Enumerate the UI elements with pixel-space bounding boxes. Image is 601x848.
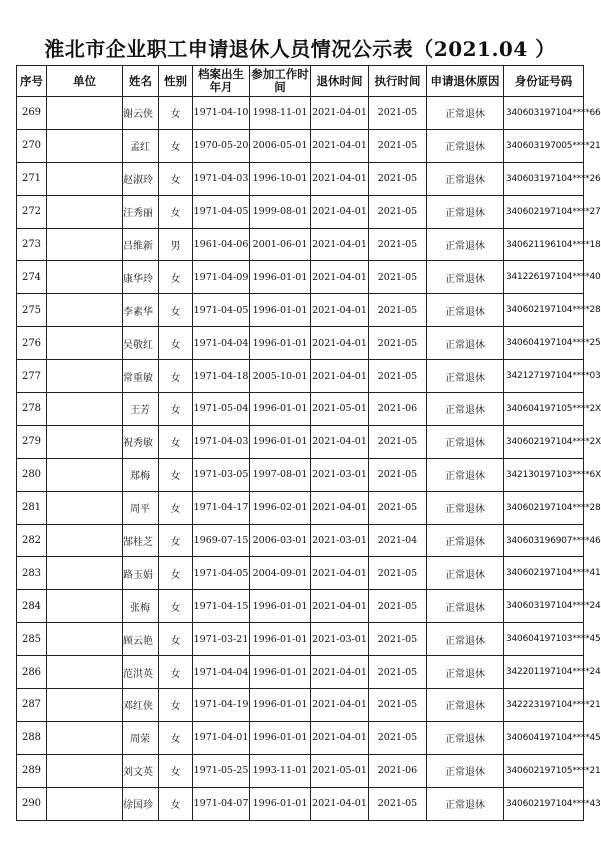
cell-birth-date: 1971-04-18 (193, 360, 250, 393)
cell-name: 吴敬红 (123, 327, 159, 360)
cell-execute-date: 2021-05 (369, 689, 427, 722)
table-row (17, 294, 584, 327)
cell-name: 赵淑玲 (123, 162, 159, 195)
cell-name: 范洪英 (123, 656, 159, 689)
cell-gender: 女 (159, 97, 193, 130)
cell-seq: 285 (17, 623, 47, 656)
cell-name: 徐国珍 (123, 787, 159, 820)
cell-reason: 正常退休 (427, 97, 504, 130)
cell-seq: 278 (17, 393, 47, 426)
cell-gender: 女 (159, 557, 193, 590)
table-row (17, 97, 584, 130)
cell-retire-date: 2021-04-01 (311, 97, 369, 130)
cell-execute-date: 2021-05 (369, 360, 427, 393)
cell-id-number: 340603196907****46 (504, 524, 584, 557)
cell-birth-date: 1970-05-20 (193, 129, 250, 162)
cell-seq: 276 (17, 327, 47, 360)
table-row (17, 129, 584, 162)
cell-retire-date: 2021-04-01 (311, 491, 369, 524)
cell-name: 汪秀丽 (123, 195, 159, 228)
table-row (17, 623, 584, 656)
cell-gender: 女 (159, 656, 193, 689)
cell-name: 路玉娟 (123, 557, 159, 590)
cell-id-number: 340603197005****21 (504, 129, 584, 162)
cell-work-start: 1997-08-01 (250, 458, 311, 491)
cell-retire-date: 2021-04-01 (311, 129, 369, 162)
cell-id-number: 340602197104****43 (504, 787, 584, 820)
cell-name: 王芳 (123, 393, 159, 426)
cell-seq: 269 (17, 97, 47, 130)
cell-unit (47, 425, 123, 458)
cell-id-number: 340602197104****28 (504, 294, 584, 327)
cell-birth-date: 1971-04-09 (193, 261, 250, 294)
cell-seq: 271 (17, 162, 47, 195)
cell-reason: 正常退休 (427, 327, 504, 360)
cell-name: 郜桂芝 (123, 524, 159, 557)
cell-gender: 女 (159, 393, 193, 426)
cell-birth-date: 1971-04-05 (193, 557, 250, 590)
cell-work-start: 1996-01-01 (250, 623, 311, 656)
cell-retire-date: 2021-03-01 (311, 524, 369, 557)
cell-reason: 正常退休 (427, 425, 504, 458)
cell-reason: 正常退休 (427, 590, 504, 623)
cell-execute-date: 2021-05 (369, 327, 427, 360)
cell-id-number: 340602197104****27 (504, 195, 584, 228)
cell-unit (47, 656, 123, 689)
cell-work-start: 1996-01-01 (250, 689, 311, 722)
cell-seq: 290 (17, 787, 47, 820)
cell-execute-date: 2021-06 (369, 393, 427, 426)
cell-birth-date: 1971-04-19 (193, 689, 250, 722)
cell-execute-date: 2021-05 (369, 261, 427, 294)
cell-seq: 288 (17, 721, 47, 754)
cell-work-start: 1996-01-01 (250, 294, 311, 327)
cell-birth-date: 1971-03-21 (193, 623, 250, 656)
cell-work-start: 1996-01-01 (250, 425, 311, 458)
header-retire: 退休时间 (311, 66, 369, 97)
cell-gender: 女 (159, 425, 193, 458)
table-row (17, 590, 584, 623)
cell-name: 周平 (123, 491, 159, 524)
table-row (17, 656, 584, 689)
cell-retire-date: 2021-04-01 (311, 590, 369, 623)
cell-execute-date: 2021-05 (369, 228, 427, 261)
cell-gender: 女 (159, 491, 193, 524)
cell-name: 孟红 (123, 129, 159, 162)
cell-retire-date: 2021-04-01 (311, 195, 369, 228)
cell-birth-date: 1971-03-05 (193, 458, 250, 491)
cell-gender: 女 (159, 524, 193, 557)
header-id: 身份证号码 (504, 66, 584, 97)
cell-birth-date: 1971-04-01 (193, 721, 250, 754)
cell-retire-date: 2021-05-01 (311, 393, 369, 426)
cell-unit (47, 294, 123, 327)
cell-work-start: 1996-01-01 (250, 656, 311, 689)
cell-gender: 女 (159, 721, 193, 754)
cell-execute-date: 2021-04 (369, 524, 427, 557)
cell-gender: 女 (159, 689, 193, 722)
cell-retire-date: 2021-04-01 (311, 689, 369, 722)
cell-birth-date: 1971-04-05 (193, 294, 250, 327)
cell-unit (47, 129, 123, 162)
cell-seq: 281 (17, 491, 47, 524)
cell-unit (47, 458, 123, 491)
table-row (17, 360, 584, 393)
cell-name: 祝秀敏 (123, 425, 159, 458)
cell-retire-date: 2021-04-01 (311, 360, 369, 393)
cell-reason: 正常退休 (427, 689, 504, 722)
cell-name: 刘文英 (123, 754, 159, 787)
table-row (17, 754, 584, 787)
cell-unit (47, 524, 123, 557)
cell-execute-date: 2021-05 (369, 195, 427, 228)
cell-birth-date: 1971-04-10 (193, 97, 250, 130)
cell-reason: 正常退休 (427, 754, 504, 787)
table-row (17, 524, 584, 557)
cell-work-start: 1999-08-01 (250, 195, 311, 228)
cell-retire-date: 2021-04-01 (311, 787, 369, 820)
cell-reason: 正常退休 (427, 129, 504, 162)
table-row (17, 393, 584, 426)
cell-id-number: 341226197104****40 (504, 261, 584, 294)
cell-id-number: 340602197104****41 (504, 557, 584, 590)
cell-reason: 正常退休 (427, 360, 504, 393)
cell-unit (47, 97, 123, 130)
header-execute: 执行时间 (369, 66, 427, 97)
table-row (17, 721, 584, 754)
cell-name: 康华玲 (123, 261, 159, 294)
cell-unit (47, 261, 123, 294)
cell-birth-date: 1971-05-25 (193, 754, 250, 787)
cell-reason: 正常退休 (427, 162, 504, 195)
cell-work-start: 2006-03-01 (250, 524, 311, 557)
cell-id-number: 340603197104****66 (504, 97, 584, 130)
table-row (17, 228, 584, 261)
table-row (17, 557, 584, 590)
cell-retire-date: 2021-04-01 (311, 261, 369, 294)
cell-unit (47, 327, 123, 360)
cell-id-number: 340604197105****2X (504, 393, 584, 426)
cell-gender: 女 (159, 195, 193, 228)
cell-work-start: 2006-05-01 (250, 129, 311, 162)
header-unit: 单位 (47, 66, 123, 97)
header-work-start: 参加工作时间 (250, 66, 311, 97)
cell-execute-date: 2021-05 (369, 97, 427, 130)
cell-reason: 正常退休 (427, 721, 504, 754)
cell-unit (47, 162, 123, 195)
table-row (17, 491, 584, 524)
cell-unit (47, 360, 123, 393)
cell-seq: 273 (17, 228, 47, 261)
cell-execute-date: 2021-05 (369, 458, 427, 491)
table-row (17, 327, 584, 360)
cell-id-number: 340621196104****18 (504, 228, 584, 261)
cell-work-start: 1996-10-01 (250, 162, 311, 195)
page-title: 淮北市企业职工申请退休人员情况公示表（2021.04 ） (44, 37, 556, 61)
cell-execute-date: 2021-05 (369, 491, 427, 524)
cell-reason: 正常退休 (427, 491, 504, 524)
cell-execute-date: 2021-05 (369, 721, 427, 754)
cell-execute-date: 2021-05 (369, 590, 427, 623)
cell-id-number: 340603197104****26 (504, 162, 584, 195)
cell-work-start: 2004-09-01 (250, 557, 311, 590)
table-row (17, 689, 584, 722)
cell-reason: 正常退休 (427, 458, 504, 491)
cell-gender: 女 (159, 458, 193, 491)
cell-gender: 女 (159, 327, 193, 360)
cell-name: 周荣 (123, 721, 159, 754)
cell-id-number: 340604197104****45 (504, 721, 584, 754)
cell-gender: 女 (159, 787, 193, 820)
cell-work-start: 1998-11-01 (250, 97, 311, 130)
cell-unit (47, 689, 123, 722)
cell-execute-date: 2021-05 (369, 557, 427, 590)
table-header-row (17, 66, 584, 97)
cell-seq: 284 (17, 590, 47, 623)
cell-reason: 正常退休 (427, 261, 504, 294)
table-row (17, 195, 584, 228)
cell-name: 李素华 (123, 294, 159, 327)
cell-execute-date: 2021-06 (369, 754, 427, 787)
cell-execute-date: 2021-05 (369, 656, 427, 689)
cell-retire-date: 2021-04-01 (311, 656, 369, 689)
cell-seq: 275 (17, 294, 47, 327)
cell-gender: 女 (159, 360, 193, 393)
cell-name: 张梅 (123, 590, 159, 623)
cell-retire-date: 2021-04-01 (311, 557, 369, 590)
cell-execute-date: 2021-05 (369, 129, 427, 162)
cell-work-start: 1996-01-01 (250, 787, 311, 820)
table-row (17, 162, 584, 195)
cell-gender: 女 (159, 162, 193, 195)
cell-seq: 282 (17, 524, 47, 557)
cell-reason: 正常退休 (427, 294, 504, 327)
cell-execute-date: 2021-05 (369, 787, 427, 820)
cell-unit (47, 721, 123, 754)
cell-retire-date: 2021-04-01 (311, 721, 369, 754)
cell-execute-date: 2021-05 (369, 294, 427, 327)
cell-name: 郑梅 (123, 458, 159, 491)
cell-reason: 正常退休 (427, 787, 504, 820)
cell-seq: 277 (17, 360, 47, 393)
cell-seq: 289 (17, 754, 47, 787)
cell-seq: 279 (17, 425, 47, 458)
cell-birth-date: 1961-04-06 (193, 228, 250, 261)
cell-work-start: 1996-01-01 (250, 721, 311, 754)
cell-reason: 正常退休 (427, 623, 504, 656)
table-row (17, 261, 584, 294)
cell-retire-date: 2021-05-01 (311, 754, 369, 787)
cell-work-start: 1996-01-01 (250, 590, 311, 623)
cell-retire-date: 2021-03-01 (311, 623, 369, 656)
cell-id-number: 340602197104****2X (504, 425, 584, 458)
cell-work-start: 1996-01-01 (250, 393, 311, 426)
cell-birth-date: 1969-07-15 (193, 524, 250, 557)
cell-reason: 正常退休 (427, 557, 504, 590)
cell-birth-date: 1971-04-15 (193, 590, 250, 623)
cell-name: 邓红侠 (123, 689, 159, 722)
cell-name: 谢云侠 (123, 97, 159, 130)
cell-unit (47, 393, 123, 426)
cell-birth-date: 1971-04-07 (193, 787, 250, 820)
cell-reason: 正常退休 (427, 524, 504, 557)
cell-id-number: 342201197104****24 (504, 656, 584, 689)
cell-retire-date: 2021-04-01 (311, 327, 369, 360)
cell-gender: 女 (159, 294, 193, 327)
cell-seq: 272 (17, 195, 47, 228)
cell-seq: 270 (17, 129, 47, 162)
cell-retire-date: 2021-03-01 (311, 458, 369, 491)
cell-retire-date: 2021-04-01 (311, 294, 369, 327)
cell-name: 常重敏 (123, 360, 159, 393)
cell-birth-date: 1971-05-04 (193, 393, 250, 426)
cell-unit (47, 557, 123, 590)
cell-retire-date: 2021-04-01 (311, 162, 369, 195)
cell-gender: 女 (159, 590, 193, 623)
cell-birth-date: 1971-04-03 (193, 162, 250, 195)
cell-execute-date: 2021-05 (369, 425, 427, 458)
cell-name: 吕维新 (123, 228, 159, 261)
header-gender: 性别 (159, 66, 193, 97)
table-row (17, 787, 584, 820)
table-row (17, 425, 584, 458)
cell-work-start: 2001-06-01 (250, 228, 311, 261)
cell-birth-date: 1971-04-05 (193, 195, 250, 228)
cell-execute-date: 2021-05 (369, 162, 427, 195)
cell-id-number: 340604197104****25 (504, 327, 584, 360)
cell-unit (47, 195, 123, 228)
cell-gender: 女 (159, 754, 193, 787)
cell-work-start: 1993-11-01 (250, 754, 311, 787)
cell-seq: 280 (17, 458, 47, 491)
cell-id-number: 342223197104****21 (504, 689, 584, 722)
cell-birth-date: 1971-04-17 (193, 491, 250, 524)
header-reason: 申请退休原因 (427, 66, 504, 97)
table-row (17, 458, 584, 491)
cell-work-start: 1996-01-01 (250, 261, 311, 294)
cell-seq: 283 (17, 557, 47, 590)
cell-seq: 274 (17, 261, 47, 294)
cell-unit (47, 754, 123, 787)
cell-gender: 女 (159, 623, 193, 656)
cell-id-number: 340603197104****24 (504, 590, 584, 623)
cell-id-number: 340602197105****21 (504, 754, 584, 787)
cell-seq: 287 (17, 689, 47, 722)
cell-unit (47, 491, 123, 524)
cell-reason: 正常退休 (427, 393, 504, 426)
cell-retire-date: 2021-04-01 (311, 228, 369, 261)
cell-reason: 正常退休 (427, 195, 504, 228)
cell-birth-date: 1971-04-04 (193, 327, 250, 360)
cell-work-start: 2005-10-01 (250, 360, 311, 393)
header-birth: 档案出生年月 (193, 66, 250, 97)
retirement-table (16, 65, 601, 821)
cell-gender: 男 (159, 228, 193, 261)
cell-unit (47, 623, 123, 656)
cell-birth-date: 1971-04-04 (193, 656, 250, 689)
cell-id-number: 340604197103****45 (504, 623, 584, 656)
cell-unit (47, 787, 123, 820)
cell-work-start: 1996-01-01 (250, 327, 311, 360)
cell-gender: 女 (159, 129, 193, 162)
cell-name: 顾云艳 (123, 623, 159, 656)
cell-reason: 正常退休 (427, 656, 504, 689)
cell-reason: 正常退休 (427, 228, 504, 261)
header-name: 姓名 (123, 66, 159, 97)
header-seq: 序号 (17, 66, 47, 97)
cell-gender: 女 (159, 261, 193, 294)
cell-seq: 286 (17, 656, 47, 689)
cell-unit (47, 228, 123, 261)
cell-unit (47, 590, 123, 623)
cell-id-number: 342127197104****03 (504, 360, 584, 393)
cell-work-start: 1996-02-01 (250, 491, 311, 524)
cell-id-number: 342130197103****6X (504, 458, 584, 491)
cell-id-number: 340602197104****28 (504, 491, 584, 524)
cell-birth-date: 1971-04-03 (193, 425, 250, 458)
cell-retire-date: 2021-04-01 (311, 425, 369, 458)
cell-execute-date: 2021-05 (369, 623, 427, 656)
